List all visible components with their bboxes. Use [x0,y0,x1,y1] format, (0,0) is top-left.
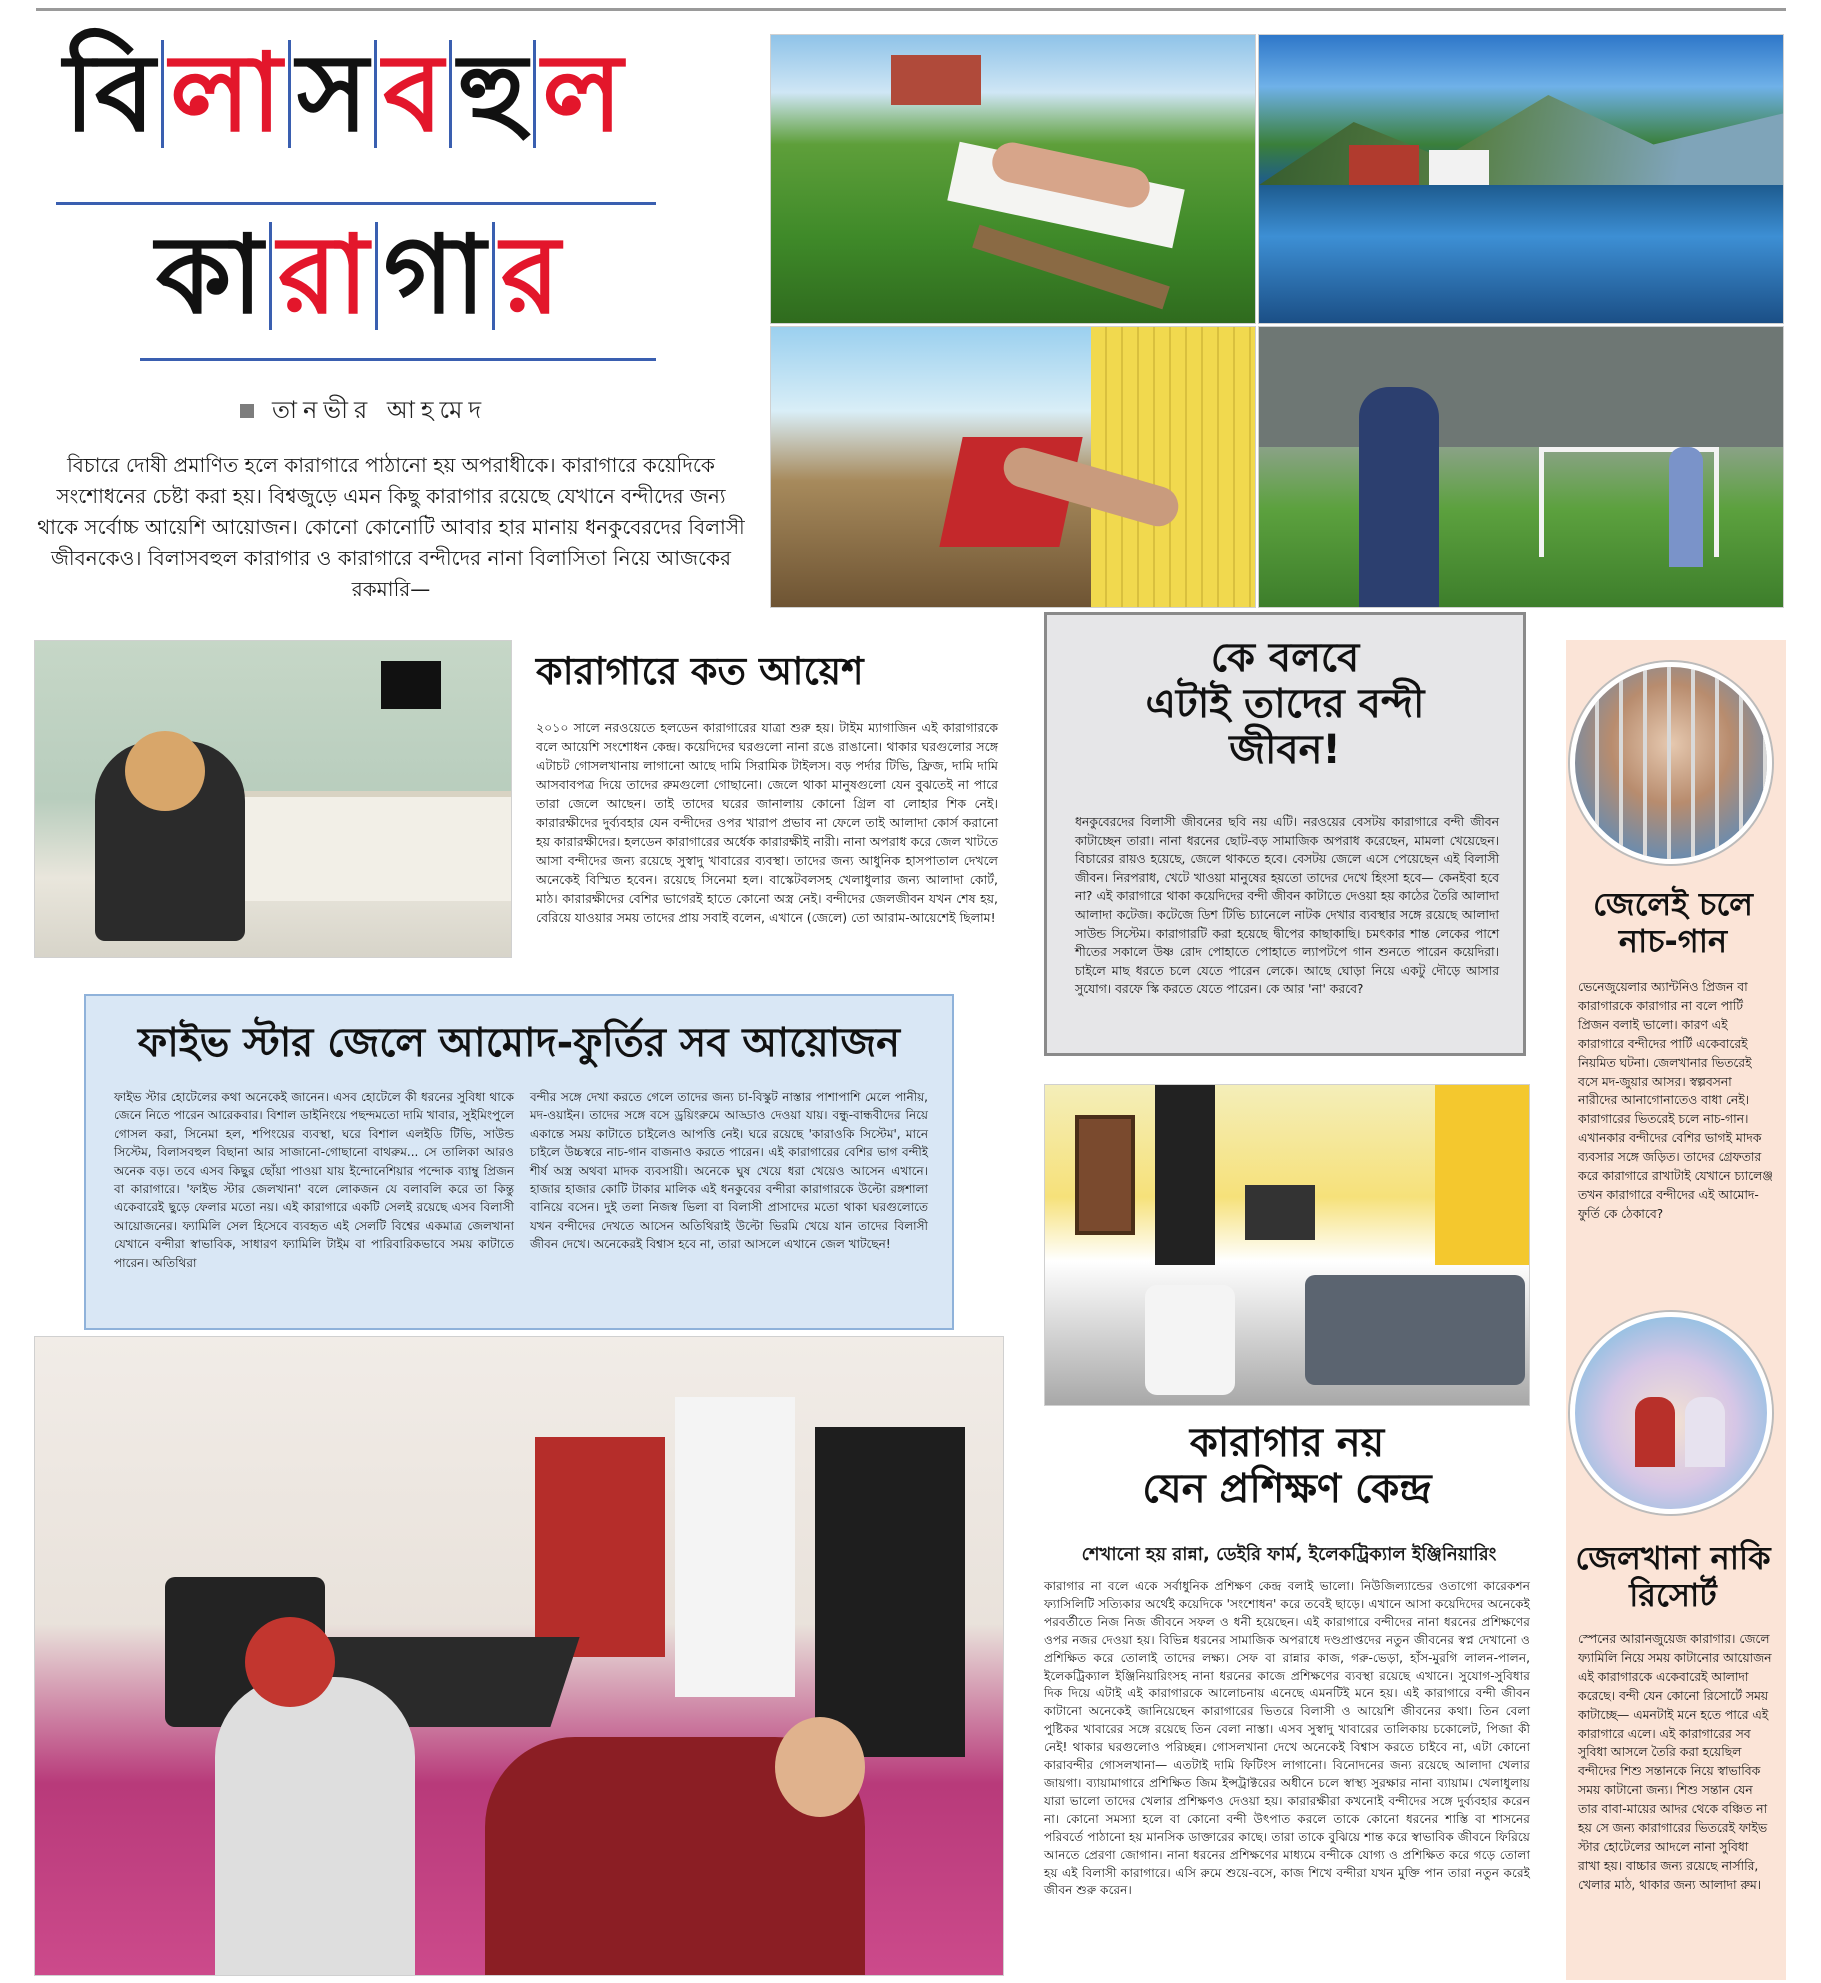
photo-circle-spain-family [1570,1312,1772,1514]
bestoy-box [1044,612,1526,1056]
section5-title-line-1: জেলেই চলে [1592,885,1754,923]
headline-rule [56,202,656,205]
headline-rule-2 [140,358,656,361]
headline-letter: গা [378,222,495,330]
section2-col2: বন্দীর সঙ্গে দেখা করতে গেলে তাদের জন্য চা-বিস্কুট নাস্তার পাশাপাশি মেলে পানীয়, মদ-ওয়াইন। তাদের সঙ্গে বসে ড্রয়িংরুমে আড্ডাও দেওয়া যায়। বন্ধু-বান্ধবীদের নিয়ে একান্তে সময় কাটাতে চাইলেও আপত্তি নেই। ঘরে রয়েছে 'কারাওকি সিস্টেম', মানে চাইলে উচ্চস্বরে নাচ-গান বাজনাও করতে পারেন। এই কারাগারের বেশির ভাগ বন্দীই শীর্ষ অস্ত্র অথবা মাদক ব্যবসায়ী। অনেকে ঘুষ খেয়ে ধরা খেয়েও আসেন এখানে। হাজার হাজার কোটি টাকার মালিক এই ধনকুবের বন্দীরা কারাগারকে উল্টো রঙ্গশালা বানিয়ে বসেন। দুই তলা নিজস্ব ভিলা বা বিলাসী প্রাসাদের মতো থাকা ঘরগুলোতে যখন বন্দীদের দেখতে আসেন অতিথিরাই উল্টো ভিরমি খেয়ে যান তাদের বিলাসী জীবন দেখে। অনেকেরই বিশ্বাস হবে না, তারা আসলে এখানে জেল খাটছেন! [530,1090,928,1252]
section4-body: কারাগার না বলে একে সর্বাধুনিক প্রশিক্ষণ কেন্দ্র বলাই ভালো। নিউজিল্যান্ডের ওতাগো কারেকশন ফ্যাসিলিটি সত্যিকার অর্থেই কয়েদিকে 'সংশোধন' করে তবেই ছাড়ে। এখানে আসা কয়েদিদের অনেকেই পরবর্তীতে নিজ নিজ জীবনে সফল ও ধনী হয়েছেন। এই কারাগারে বন্দীদের নানা ধরনের প্রশিক্ষণের ওপর নজর দেওয়া হয়। বিভিন্ন ধরনের সামাজিক অপরাধে দণ্ডপ্রাপ্তদের নতুন জীবনের স্বপ্ন দেখানো ও প্রশিক্ষিত করে তোলাই তাদের লক্ষ্য। সেফ বা রান্নার কাজ, গরু-ভেড়া, হাঁস-মুরগি লালন-পালন, ইলেকট্রিক্যাল ইঞ্জিনিয়ারিংসহ নানা ধরনের কাজে প্রশিক্ষণের ব্যবস্থা রয়েছে এখানে। সুযোগ-সুবিধার দিক দিয়ে এটাই এই কারাগারকে আলোচনায় এনেছে এমনটিই মনে হয়। এই কারাগারে বন্দী জীবন কাটানো অনেকেই জানিয়েছেন কারাগারের ভিতরে বিলাসী ও আয়েশি জীবনের কথা। তিন বেলা পুষ্টিকর খাবারের সঙ্গে রয়েছে তিন বেলা নাস্তা। এসব সুস্বাদু খাবারের তালিকায় চকোলেট, পিজা কী নেই! থাকার ঘরগুলোও পরিচ্ছন্ন। গোসলখানা দেখে অনেকেই বিশ্বাস করতে চাইবে না, এটা কোনো কারাবন্দীর গোসলখানা— এতটাই দামি ফিটিংস লাগানো। বিনোদনের জন্য রয়েছে আলাদা খেলার জায়গা। ব্যায়ামাগারে প্রশিক্ষিত জিম ইন্সট্রাক্টরের অধীনে চলে স্বাস্থ্য সুরক্ষার নানা ব্যায়াম। খেলাধুলায় যারা ভালো তাদের খেলার প্রশিক্ষণও দেওয়া হয়। কারারক্ষীরা কখনোই বন্দীদের সঙ্গে দুর্ব্যবহার করেন না। কোনো সমস্যা হলে বা কোনো বন্দী উৎপাত করলে তাকে কোনো ধরনের শাস্তি বা শাসনের পরিবর্তে পাঠানো হয় মানসিক ডাক্তারের কাছে। তারা তাকে বুঝিয়ে শান্ত করে স্বাভাবিক জীবনে ফিরিয়ে আনতে প্রেরণা জোগান। নানা ধরনের প্রশিক্ষণের মাধ্যমে বন্দীকে যোগ্য ও প্রশিক্ষিত করে গড়ে তোলা হয় এই বিলাসী কারাগারে। এসি রুমে শুয়ে-বসে, কাজ শিখে বন্দীরা যখন মুক্তি পান তারা নতুন করেই জীবন শুরু করেন। [1044,1579,1530,1898]
photo-prison-yard-football [1258,326,1784,608]
photo-fjord-village [1258,34,1784,324]
section2-col1: ফাইভ স্টার হোটেলের কথা অনেকেই জানেন। এসব হোটেলে কী ধরনের সুবিধা থাকে জেনে নিতে পারেন আরেকবার। বিশাল ডাইনিংয়ে পছন্দমতো দামি খাবার, সুইমিংপুলে গোসল করা, সিনেমা হল, শপিংয়ের ব্যবস্থা, ঘরে বিশাল এলইডি টিভি, সাউন্ড সিস্টেম, বিলাসবহুল বিছানা আর সাজানো-গোছানো বাথরুম... সে তালিকা আরও অনেক বড়। তবে এসব কিছুর ছোঁয়া পাওয়া যায় ইন্দোনেশিয়ার পন্দোক ব্যাম্বু প্রিজন বা কারাগারে। 'ফাইভ স্টার জেলখানা' বলে লোকজন যে বলাবলি করে তা কিন্তু একেবারেই ছুড়ে ফেলার মতো নয়। এই কারাগারে একটি সেলই রয়েছে এসব বিলাসী আয়োজনের। ফ্যামিলি সেল হিসেবে ব্যবহৃত এই সেলটি বিশ্বের একমাত্র জেলখানা যেখানে বন্দীরা স্বাভাবিক, সাধারণ ফ্যামিলি টাইম বা পারিবারিকভাবে সময় কাটাতে পারেন। অতিথিরা [114,1090,514,1270]
photo-training-prison-room [1044,1084,1530,1406]
headline-letter: লা [164,40,291,148]
headline-letter: কা [150,222,272,330]
photo-cell-with-tv [34,640,512,958]
headline-letter: হু [452,40,536,148]
top-rule [36,8,1786,11]
photo-family-cell-living-room [34,1336,1004,1976]
photo-circle-venezuela-inmates [1570,662,1772,864]
byline-text: তানভীর আহমেদ [272,396,488,424]
section3-body: ধনকুবেরদের বিলাসী জীবনের ছবি নয় এটি। নরওয়ের বেসটয় কারাগারে বন্দী জীবন কাটাচ্ছেন তারা। নানা ধরনের ছোট-বড় সামাজিক অপরাধ করেছেন, মামলা খেয়েছেন। বিচারের রায়ও হয়েছে, জেলে থাকতে হবে। বেসটয় জেলে এসে পেয়েছেন এই বিলাসী জীবন। নিরপরাধ, খেটে খাওয়া মানুষের হয়তো তাদের দেখে হিংসা হবে— কেনইবা হবে না? এই কারাগারে থাকা কয়েদিদের বন্দী জীবন কাটাতে দেওয়া হয় কাঠের তৈরি আলাদা আলাদা কটেজ। কটেজে ডিশ টিভি চ্যানেলে নাটক দেখার ব্যবস্থার সঙ্গে রয়েছে আলাদা সাউন্ড সিস্টেম। কারাগারটি করা হয়েছে দ্বীপের কাছাকাছি। চমৎকার শান্ত লেকের পাশে শীতের সকালে উষ্ণ রোদ পোহাতে পোহাতে ল্যাপটপে গান শুনতে পারেন কয়েদিরা। চাইলে মাছ ধরতে চলে যেতে পারেন লেকে। আছে ঘোড়া নিয়ে একটু দৌড়ে আসার সুযোগ। বরফে স্কি করতে যেতে পারেন। কে আর 'না' করবে? [1075,815,1499,997]
section6-body: স্পেনের আরানজুয়েজ কারাগার। জেলে ফ্যামিলি নিয়ে সময় কাটানোর আয়োজন এই কারাগারকে একেবারেই আলাদা করেছে। বন্দী যেন কোনো রিসোর্টে সময় কাটাচ্ছে— এমনটাই মনে হতে পারে এই কারাগারে এলে। এই কারাগারের সব সুবিধা আসলে তৈরি করা হয়েছিল বন্দীদের শিশু সন্তানকে নিয়ে স্বাভাবিক সময় কাটানো জন্য। শিশু সন্তান যেন তার বাবা-মায়ের আদর থেকে বঞ্চিত না হয় সে জন্য কারাগারের ভিতরেই ফাইভ স্টার হোটেলের আদলে নানা সুবিধা রাখা হয়। বাচ্চার জন্য রয়েছে নার্সারি, খেলার মাঠ, থাকার জন্য আলাদা রুম। [1578,1632,1772,1892]
section5-title-line-2: নাচ-গান [1618,921,1728,960]
section5-title [1566,886,1780,960]
headline-letter: ব [377,40,452,148]
headline-line-2 [150,213,650,338]
section6-title-line-2: রিসোর্ট [1629,1575,1717,1614]
section6-title [1566,1540,1780,1614]
section4-subtitle: শেখানো হয় রান্না, ডেইরি ফার্ম, ইলেকট্রিক্যাল ইঞ্জিনিয়ারিং [1081,1544,1497,1565]
intro-paragraph: বিচারে দোষী প্রমাণিত হলে কারাগারে পাঠানো হয় অপরাধীকে। কারাগারে কয়েদিকে সংশোধনের চেষ্টা করা হয়। বিশ্বজুড়ে এমন কিছু কারাগার রয়েছে যেখানে বন্দীদের জন্য থাকে সর্বোচ্চ আয়েশি আয়োজন। কোনো কোনোটি আবার হার মানায় ধনকুবেরদের বিলাসী জীবনকেও। বিলাসবহুল কারাগার ও কারাগারে বন্দীদের নানা বিলাসিতা নিয়ে আজকের রকমারি— [37,453,745,601]
section3-title-line-1: কে বলবে [1210,635,1360,681]
section3-title [1047,635,1523,773]
five-star-box [84,994,954,1330]
section4-title [1044,1420,1530,1512]
section2-title: ফাইভ স্টার জেলে আমোদ-ফুর্তির সব আয়োজন [138,1020,900,1066]
section1-title: কারাগারে কত আয়েশ [536,649,864,693]
headline-line-1 [58,31,740,156]
headline-letter: র [500,213,561,338]
byline [240,392,487,432]
headline-letter: বি [58,40,164,148]
byline-square-icon [240,404,254,418]
headline-letter: রা [272,222,378,330]
section5-body: ভেনেজুয়েলার অ্যান্টনিও প্রিজন বা কারাগারকে কারাগার না বলে পার্টি প্রিজন বলাই ভালো। কারণ এই কারাগারে বন্দীদের পার্টি একেবারেই নিয়মিত ঘটনা। জেলখানার ভিতরেই বসে মদ-জুয়ার আসর। স্বল্পবসনা নারীদের আনাগোনাতেও বাধা নেই। কারাগারের ভিতরেই চলে নাচ-গান। এখানকার বন্দীদের বেশির ভাগই মাদক ব্যবসার সঙ্গে জড়িত। তাদের গ্রেফতার করে কারাগারে রাখাটাই যেখানে চ্যালেঞ্জ তখন কারাগারে বন্দীদের এই আমোদ-ফুর্তি কে ঠেকাবে? [1578,980,1773,1221]
headline-letter: স [291,40,377,148]
headline-letter: ল [542,31,623,156]
photo-deck-chair [770,326,1256,608]
section4-title-line-2: যেন প্রশিক্ষণ কেন্দ্র [1142,1466,1432,1512]
section4-title-line-1: কারাগার নয় [1189,1420,1385,1466]
section6-title-line-1: জেলখানা নাকি [1575,1539,1771,1577]
section3-title-line-3: জীবন! [1229,727,1341,773]
section1-body: ২০১০ সালে নরওয়েতে হলডেন কারাগারের যাত্রা শুরু হয়। টাইম ম্যাগাজিন এই কারাগারকে বলে আয়েশি সংশোধন কেন্দ্র। কয়েদিদের ঘরগুলো নানা রঙে রাঙানো। থাকার ঘরগুলোর সঙ্গে এটাচট গোসলখানায় লাগানো আছে দামি সিরামিক টাইলস। বড় পর্দার টিভি, ফ্রিজ, দামি দামি আসবাবপত্র দিয়ে তাদের রুমগুলো গোছানো। জেলে থাকা মানুষগুলো যেন বুঝতেই না পারে তারা জেলে আছেন। তাই তাদের ঘরের জানালায় কোনো গ্রিল বা লোহার শিক নেই। কারারক্ষীদের দুর্ব্যবহার যেন বন্দীদের ওপর খারাপ প্রভাব না ফেলে তাই আলাদা কোর্স করানো হয় কারারক্ষীদের। হলডেন কারাগারের অর্ধেক কারারক্ষীই নারী। নানা অপরাধ করে জেল খাটতে আসা বন্দীদের জন্য রয়েছে সুস্বাদু খাবারের ব্যবস্থা। তাদের জন্য আধুনিক হাসপাতাল দেখলে অনেকেই বিস্মিত হবেন। রয়েছে সিনেমা হল। বাস্কেটবলসহ খেলাধুলার জন্য আলাদা কোর্ট, মাঠ। কারারক্ষীদের বেশির ভাগেরই হাতে কোনো অস্ত্র নেই। বন্দীদের জেলজীবন যখন শেষ হয়, বেরিয়ে যাওয়ার সময় তাদের প্রায় সবাই বলেন, এখানে (জেলে) তো আরাম-আয়েশেই ছিলাম! [536,720,998,925]
photo-sunbather-lawn [770,34,1256,324]
section3-title-line-2: এটাই তাদের বন্দী [1145,681,1425,727]
